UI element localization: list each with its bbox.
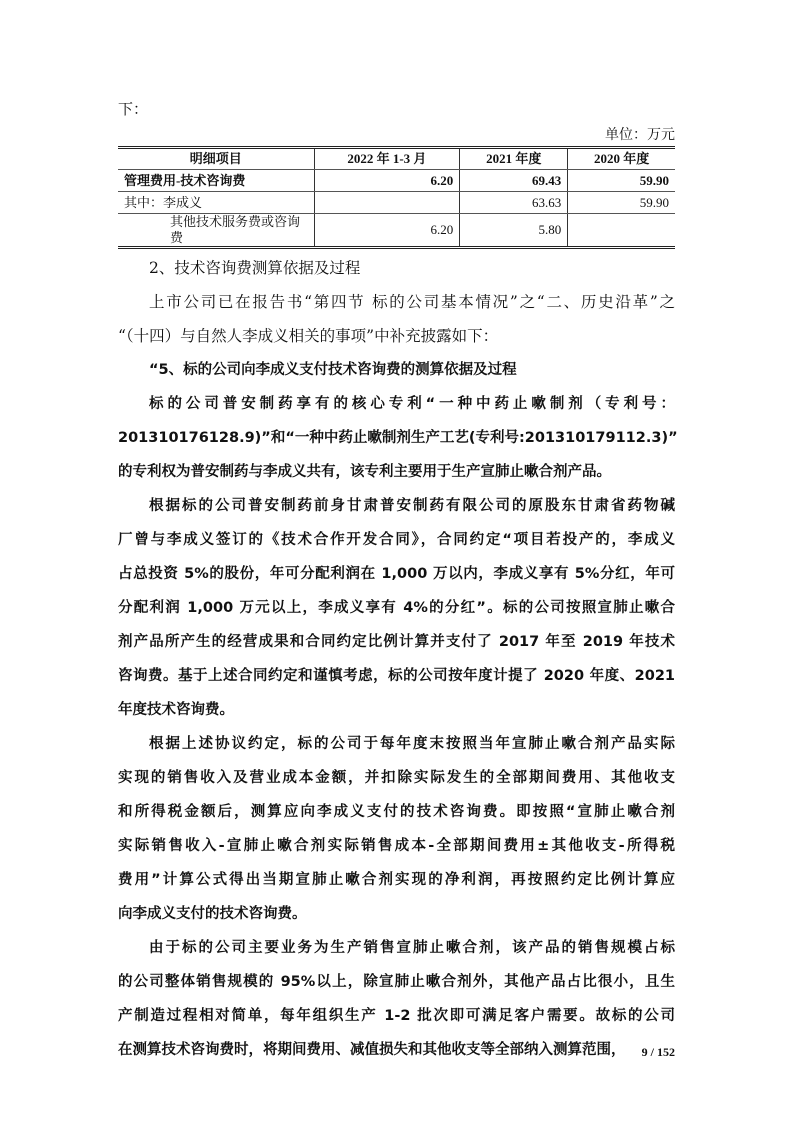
cell-value: 6.20 (314, 214, 460, 248)
header-item: 明细项目 (118, 148, 314, 170)
row-label: 其中：李成义 (118, 192, 314, 214)
paragraph (118, 489, 675, 727)
text-line: 由于标的公司主要业务为生产销售宣肺止嗽合剂，该产品的销售规模占标 (149, 940, 675, 956)
cell-value: 63.63 (460, 192, 568, 214)
header-2021: 2021 年度 (460, 148, 568, 170)
row-label: 其他技术服务费或咨询费 (118, 214, 314, 248)
table-row (118, 214, 675, 248)
text-line: 的公司整体销售规模的 95%以上，除宣肺止嗽合剂外，其他产品占比很小，且生 (118, 974, 675, 990)
cell-value: 69.43 (460, 170, 568, 192)
table-header-row (118, 148, 675, 170)
text-line: 厂曾与李成义签订的《技术合作开发合同》，合同约定“项目若投产的，李成义 (118, 532, 675, 548)
header-2020: 2020 年度 (568, 148, 675, 170)
cell-value: 59.90 (568, 170, 675, 192)
cell-value (314, 192, 460, 214)
text-line: 在测算技术咨询费时，将期间费用、减值损失和其他收支等全部纳入测算范围， (118, 1042, 626, 1058)
header-2022q1: 2022 年 1-3 月 (314, 148, 460, 170)
paragraph (118, 387, 678, 489)
text-line: 实现的销售收入及营业成本金额，并扣除实际发生的全部期间费用、其他收支 (118, 770, 675, 786)
text-line: 占总投资 5%的股份，年可分配利润在 1,000 万以内，李成义享有 5%分红，年可 (118, 566, 675, 582)
row-label: 管理费用-技术咨询费 (118, 170, 314, 192)
text-line: 产制造过程相对简单，每年组织生产 1-2 批次即可满足客户需要。故标的公司 (118, 1008, 675, 1024)
cell-value: 6.20 (314, 170, 460, 192)
paragraph (118, 251, 675, 285)
intro-text: 下： (118, 100, 149, 118)
text-line: 剂产品所产生的经营成果和合同约定比例计算并支付了 2017 年至 2019 年技术 (118, 634, 675, 650)
text-line: 分配利润 1,000 万元以上，李成义享有 4%的分红”。标的公司按照宣肺止嗽合 (118, 600, 675, 616)
text-line: 标的公司普安制药享有的核心专利“一种中药止嗽制剂（专利号： (149, 396, 675, 412)
text-line: 根据标的公司普安制药前身甘肃普安制药有限公司的原股东甘肃省药物碱 (149, 498, 675, 514)
tech-consulting-fee-table (118, 146, 675, 249)
paragraph (118, 353, 675, 387)
unit-label: 单位：万元 (605, 127, 675, 143)
cell-value: 5.80 (460, 214, 568, 248)
text-line: “（十四）与自然人李成义相关的事项”中补充披露如下： (118, 327, 499, 345)
cell-value (568, 214, 675, 248)
table-row (118, 170, 675, 192)
paragraph (118, 727, 675, 931)
text-line: 的专利权为普安制药与李成义共有，该专利主要用于生产宣肺止嗽合剂产品。 (118, 464, 611, 480)
body-text (118, 251, 678, 1067)
text-line: 咨询费。基于上述合同约定和谨慎考虑，标的公司按年度计提了 2020 年度、2021 (118, 668, 675, 684)
text-line: 根据上述协议约定，标的公司于每年度末按照当年宣肺止嗽合剂产品实际 (149, 736, 675, 752)
text-line: 年度技术咨询费。 (118, 702, 234, 718)
text-line: 2、技术咨询费测算依据及过程 (149, 259, 361, 277)
text-line: 实际销售收入-宣肺止嗽合剂实际销售成本-全部期间费用±其他收支-所得税 (118, 838, 675, 854)
text-line: 和所得税金额后，测算应向李成义支付的技术咨询费。即按照“宣肺止嗽合剂 (118, 804, 675, 820)
page-number: 9 / 152 (641, 1045, 675, 1059)
text-line: 201310176128.9)”和“一种中药止嗽制剂生产工艺(专利号:201310179112.3)” (118, 430, 678, 446)
text-line: 费用”计算公式得出当期宣肺止嗽合剂实现的净利润，再按照约定比例计算应 (118, 872, 675, 888)
text-line: 上市公司已在报告书“第四节 标的公司基本情况”之“二、历史沿革”之 (149, 293, 675, 311)
cell-value: 59.90 (568, 192, 675, 214)
text-line: “5、标的公司向李成义支付技术咨询费的测算依据及过程 (149, 362, 517, 378)
paragraph (118, 931, 675, 1067)
table-row (118, 192, 675, 214)
paragraph (118, 285, 675, 353)
text-line: 向李成义支付的技术咨询费。 (118, 906, 307, 922)
